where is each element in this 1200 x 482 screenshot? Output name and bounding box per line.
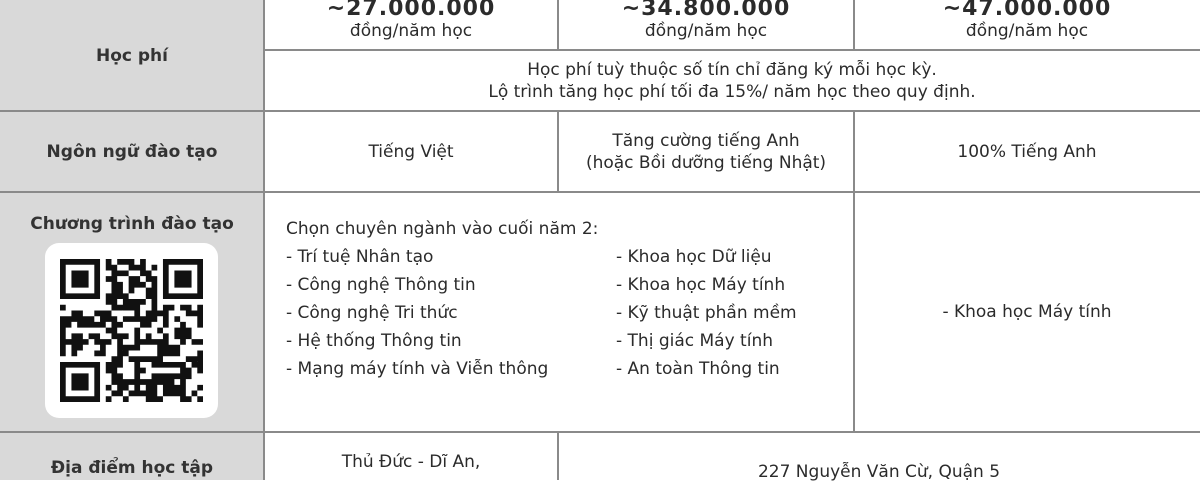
location-label bbox=[0, 432, 264, 480]
tuition-col3 bbox=[854, 0, 1200, 48]
divider bbox=[557, 0, 559, 50]
tuition-unit-1: đồng/năm học bbox=[349, 21, 473, 41]
program-item: - Trí tuệ Nhân tạo bbox=[286, 247, 434, 267]
tuition-amount-2: ~34.800.000 bbox=[621, 0, 791, 21]
divider bbox=[557, 111, 559, 192]
program-label-text: Chương trình đào tạo bbox=[30, 214, 234, 234]
location-label-text: Địa điểm học tập bbox=[50, 458, 214, 478]
program-item: - Kỹ thuật phần mềm bbox=[616, 303, 797, 323]
tuition-col2 bbox=[558, 0, 854, 48]
tuition-note-line1: Học phí tuỳ thuộc số tín chỉ đăng ký mỗi học kỳ. bbox=[527, 59, 937, 80]
tuition-amount-3: ~47.000.000 bbox=[942, 0, 1112, 21]
program-col3 bbox=[854, 192, 1200, 432]
program-item: - Khoa học Máy tính bbox=[616, 275, 786, 295]
program-item: - Công nghệ Tri thức bbox=[286, 303, 458, 323]
language-value-3: 100% Tiếng Anh bbox=[957, 141, 1097, 162]
program-list-right bbox=[616, 243, 846, 383]
divider bbox=[853, 0, 855, 50]
divider bbox=[264, 49, 1200, 51]
program-item: - Công nghệ Thông tin bbox=[286, 275, 476, 295]
tuition-label-text: Học phí bbox=[95, 45, 168, 66]
tuition-unit-3: đồng/năm học bbox=[965, 21, 1089, 41]
language-value-1: Tiếng Việt bbox=[368, 141, 454, 162]
tuition-unit-2: đồng/năm học bbox=[644, 21, 768, 41]
language-value-2a: Tăng cường tiếng Anh bbox=[612, 130, 800, 151]
tuition-note-line2: Lộ trình tăng học phí tối đa 15%/ năm học theo quy định. bbox=[488, 81, 976, 102]
program-item: - Khoa học Dữ liệu bbox=[616, 247, 772, 267]
divider bbox=[0, 431, 1200, 433]
program-intro-text: Chọn chuyên ngành vào cuối năm 2: bbox=[286, 219, 599, 239]
tuition-col1 bbox=[264, 0, 558, 48]
location-col23 bbox=[558, 462, 1200, 482]
location-value-1: Thủ Đức - Dĩ An, bbox=[341, 452, 481, 472]
location-col1 bbox=[264, 452, 558, 472]
qr-code-icon bbox=[60, 258, 203, 403]
language-col2 bbox=[558, 111, 854, 192]
program-list-left bbox=[286, 243, 606, 383]
program-item: - An toàn Thông tin bbox=[616, 359, 780, 379]
divider bbox=[557, 432, 559, 480]
divider bbox=[853, 111, 855, 432]
divider bbox=[0, 191, 1200, 193]
program-item: - Hệ thống Thông tin bbox=[286, 331, 462, 351]
qr-code[interactable] bbox=[45, 243, 218, 418]
language-label bbox=[0, 111, 264, 192]
tuition-note bbox=[264, 50, 1200, 111]
tuition-label bbox=[0, 0, 264, 111]
tuition-amount-1: ~27.000.000 bbox=[326, 0, 496, 21]
divider bbox=[0, 110, 1200, 112]
location-value-23: 227 Nguyễn Văn Cừ, Quận 5 bbox=[757, 462, 1001, 482]
program-item: - Thị giác Máy tính bbox=[616, 331, 773, 351]
divider bbox=[263, 0, 265, 480]
program-intro bbox=[286, 215, 846, 243]
language-value-2b: (hoặc Bồi dưỡng tiếng Nhật) bbox=[585, 152, 827, 173]
program-item: - Mạng máy tính và Viễn thông bbox=[286, 359, 549, 379]
language-label-text: Ngôn ngữ đào tạo bbox=[46, 141, 218, 162]
language-col1 bbox=[264, 111, 558, 192]
program-col3-text: - Khoa học Máy tính bbox=[942, 302, 1112, 322]
language-col3 bbox=[854, 111, 1200, 192]
